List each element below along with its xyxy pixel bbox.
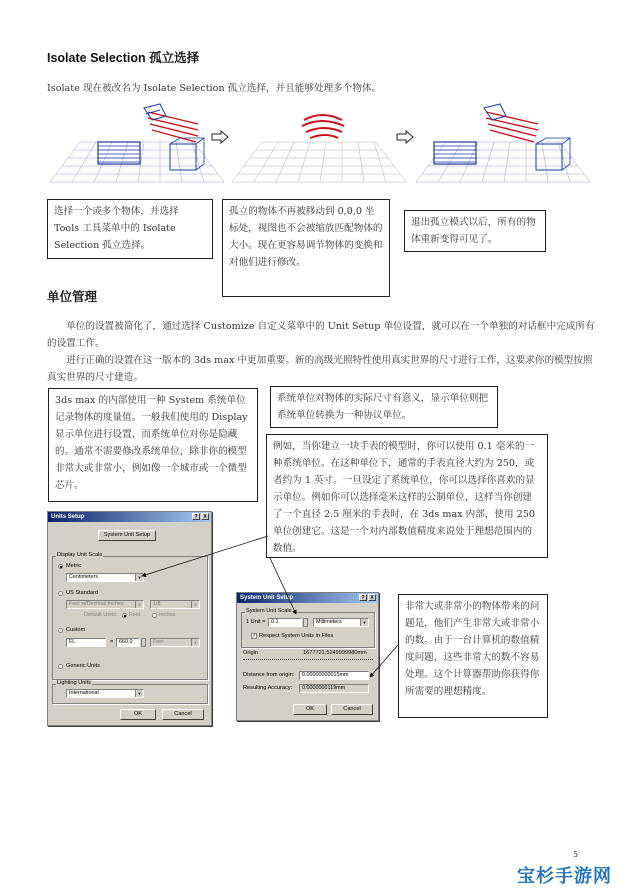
help-button[interactable]: ? (359, 594, 367, 601)
distance-label: Distance from origin: (243, 672, 295, 678)
metric-label: Metric (66, 563, 82, 569)
metric-value: Centimeters (69, 574, 99, 580)
caption-isolated: 孤立的物体不再被移动到 0,0,0 坐标处，视图也不会被缩放匹配物体的大小。现在更容易调节物体的变换和对他们进行修改。 (222, 199, 390, 297)
caption-exit: 退出孤立模式以后，所有的物体重新变得可见了。 (404, 210, 546, 252)
custom-equals: = (110, 639, 114, 645)
us-standard-label: US Standard (66, 590, 99, 596)
page-number: 5 (573, 850, 579, 859)
note-watch-example: 例如，当你建立一块手表的模型时，你可以使用 0.1 毫米的一种系统单位。在这种单位下，通常的手表直径大约为 250，或者约为 1 英寸。一旦设定了系统单位，你可以选择你喜欢的显示单位。例如你可以选择毫米这样的公制单位，这样当你创建了一个直径 2.5 厘米的手表时，在 3ds max 内部，使用 250 单位创建它。这是一个对内部数值精度来说处于理想范围内的数值。 (266, 434, 548, 558)
section-title-isolate: Isolate Selection 孤立选择 (47, 51, 200, 65)
accuracy-label: Resulting Accuracy: (243, 685, 293, 691)
unit-type-value: Millimeters (316, 619, 342, 625)
custom-label: Custom (66, 627, 86, 633)
system-unit-setup-title: System Unit Setup (240, 595, 294, 601)
arrow-to-accuracy (370, 645, 398, 677)
arrow-to-unit-value (270, 558, 296, 614)
units-para-2: 进行正确的设置在这一版本的 3ds max 中更加重要。新的高级光照特性使用真实世界的尺寸进行工作，这要求你的模型按照真实世界的尺寸建造。 (47, 355, 593, 383)
custom-value-input[interactable]: 660.0 (116, 638, 140, 647)
us-standard-value: Feet w/Decimal Inches (69, 601, 124, 607)
note-unit-meaning: 系统单位对物体的实际尺寸有意义，显示单位则把系统单位转换为一种协议单位。 (270, 386, 498, 428)
chevron-down-icon: ▼ (135, 601, 143, 608)
close-button[interactable]: X (368, 594, 376, 601)
generic-units-label: Generic Units (66, 663, 100, 669)
respect-units-label: Respect System Units in Files (259, 633, 334, 639)
respect-units-checkbox[interactable]: ✓ (252, 633, 257, 639)
lighting-units-value: International (69, 690, 99, 696)
feet-label: Feet (129, 612, 141, 618)
section-title-units: 单位管理 (47, 290, 98, 304)
system-unit-scale-label: System Unit Scale (246, 608, 292, 614)
custom-name-input[interactable]: FL (66, 638, 106, 647)
accuracy-value: 0.0000000119mm (299, 684, 369, 693)
unit-prefix-label: 1 Unit = (246, 619, 266, 625)
us-fraction-value: 1/8 (153, 601, 161, 607)
inches-label: Inches (159, 612, 176, 618)
system-unit-setup-button[interactable]: System Unit Setup (98, 530, 156, 541)
ok-button[interactable]: OK (293, 704, 327, 715)
caption-select: 选择一个或多个物体，并选择 Tools 工具菜单中的 Isolate Selection 孤立选择。 (47, 199, 213, 259)
watermark-logo: 宝杉手游网 (517, 866, 612, 887)
units-para-1: 单位的设置被简化了，通过选择 Customize 自定义菜单中的 Unit Setup 单位设置，就可以在一个单独的对话框中完成所有的设置工作。 (47, 321, 595, 349)
ok-button[interactable]: OK (120, 709, 156, 720)
default-units-label: Default Units: (84, 612, 118, 618)
origin-label: Origin (243, 650, 258, 656)
units-setup-title: Units Setup (51, 514, 85, 520)
cancel-button[interactable]: Cancel (331, 704, 373, 715)
note-system-units: 3ds max 的内部使用一种 System 系统单位记录物体的度量值。一般我们使用的 Display 显示单位进行设置，而系统单位对你是隐藏的。通常不需要修改系统单位，除非你的模型非常大或非常小，例如像一个城市或一个微型芯片。 (48, 388, 258, 502)
origin-value: 1677721.5249999980mm (303, 650, 367, 656)
display-unit-scale-label: Display Unit Scale (57, 552, 103, 558)
chevron-down-icon: ▼ (135, 574, 143, 581)
cancel-button[interactable]: Cancel (162, 709, 204, 720)
lighting-units-label: Lighting Units (57, 680, 91, 686)
distance-input[interactable]: 0.00000000015mm (299, 671, 369, 680)
chevron-down-icon: ▼ (135, 690, 143, 697)
unit-value-input[interactable]: 0.1 (268, 618, 302, 627)
arrow-to-metric-select (142, 536, 268, 576)
note-precision: 非常大或非常小的物体带来的问题是，他们产生非常大或非常小的数。由于一台计算机的数值精度问题，这些非常大的数不容易处理。这个计算器帮助你获得你所需要的理想精度。 (398, 594, 548, 718)
chevron-down-icon: ▼ (360, 619, 368, 626)
isolate-intro: Isolate 现在被改名为 Isolate Selection 孤立选择，并且能够处理多个物体。 (47, 83, 382, 94)
close-button[interactable]: X (201, 513, 209, 520)
chevron-down-icon: ▼ (191, 639, 199, 646)
custom-unit-value: Feet (153, 639, 164, 645)
chevron-down-icon: ▼ (191, 601, 199, 608)
help-button[interactable]: ? (192, 513, 200, 520)
